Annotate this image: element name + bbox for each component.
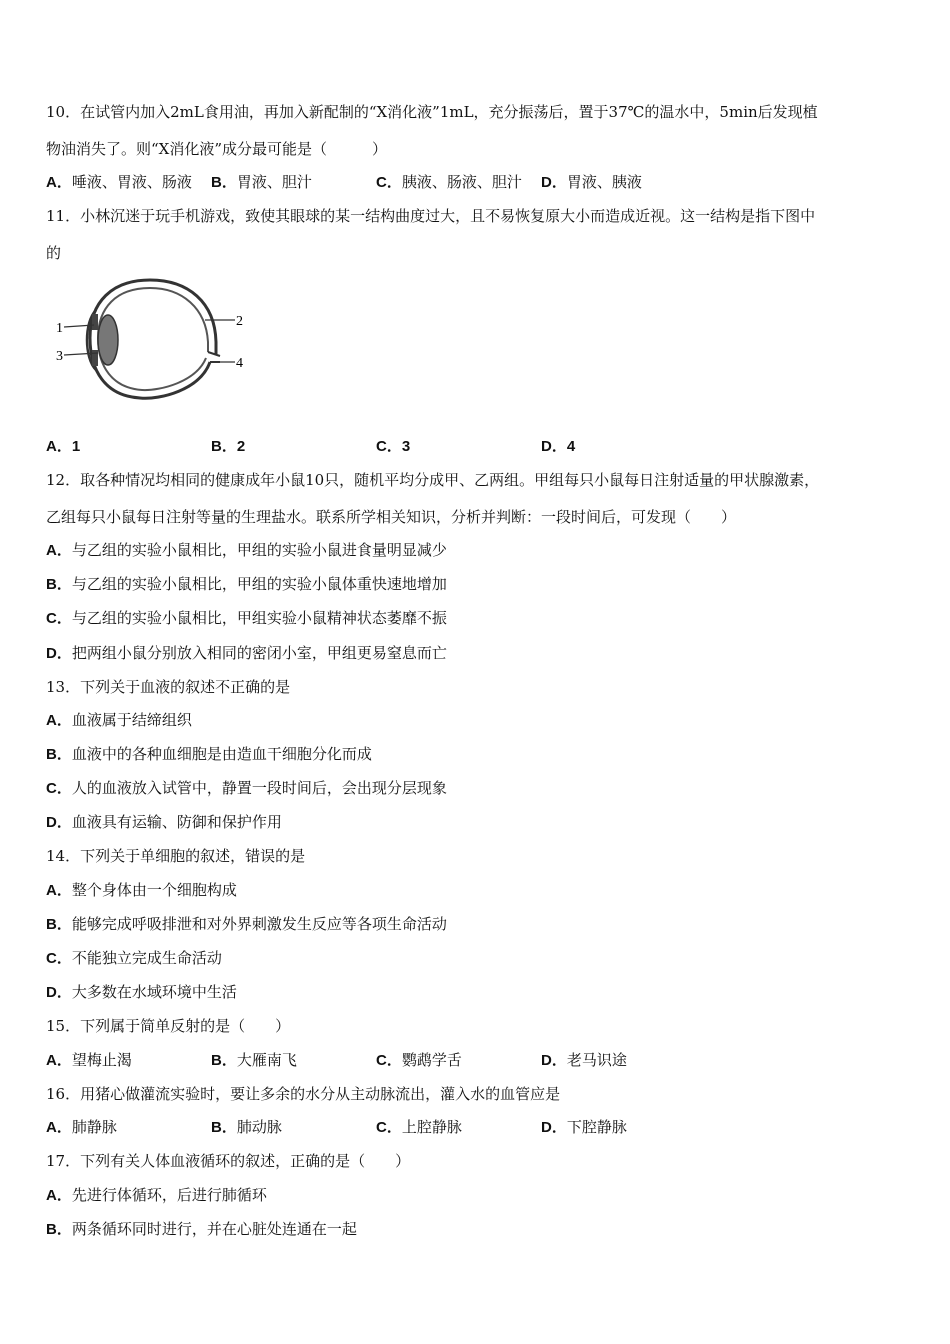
q11-option-d: D．4 [541, 438, 576, 455]
q13-stem: 13．下列关于血液的叙述不正确的是 [46, 678, 291, 696]
iris-lower [92, 350, 98, 366]
q14-option-c: C．不能独立完成生命活动 [46, 949, 222, 967]
q17-option-a: A．先进行体循环，后进行肺循环 [46, 1186, 267, 1204]
q10-option-a: A．唾液、胃液、肠液 [46, 173, 192, 191]
q14-option-b: B．能够完成呼吸排泄和对外界刺激发生反应等各项生命活动 [46, 915, 447, 933]
q16-option-c: C．上腔静脉 [376, 1118, 462, 1136]
q14-option-d: D．大多数在水域环境中生活 [46, 983, 237, 1001]
q10-stem-line1: 10．在试管内加入2mL食用油，再加入新配制的“X消化液”1mL，充分振荡后，置于37℃的温水中，5min后发现植 [46, 103, 818, 121]
eyeball-diagram [50, 270, 260, 405]
q12-option-c: C．与乙组的实验小鼠相比，甲组实验小鼠精神状态萎靡不振 [46, 609, 447, 627]
lens [98, 315, 118, 365]
q15-option-a: A．望梅止渴 [46, 1051, 132, 1069]
q12-option-b: B．与乙组的实验小鼠相比，甲组的实验小鼠体重快速地增加 [46, 575, 447, 593]
label-2: 2 [236, 314, 243, 329]
q15-option-c: C．鹦鹉学舌 [376, 1051, 462, 1069]
q17-option-b: B．两条循环同时进行，并在心脏处连通在一起 [46, 1220, 357, 1238]
q11-option-a: A．1 [46, 438, 81, 455]
q15-stem: 15．下列属于简单反射的是（ ） [46, 1017, 291, 1035]
q10-option-b: B．胃液、胆汁 [211, 173, 312, 191]
q12-stem-line2: 乙组每只小鼠每日注射等量的生理盐水。联系所学相关知识，分析并判断：一段时间后，可发现（ ） [46, 508, 737, 526]
q13-option-b: B．血液中的各种血细胞是由造血干细胞分化而成 [46, 745, 372, 763]
q13-option-c: C．人的血液放入试管中，静置一段时间后，会出现分层现象 [46, 779, 447, 797]
q11-stem-line1: 11．小林沉迷于玩手机游戏，致使其眼球的某一结构曲度过大，且不易恢复原大小而造成近视。这一结构是指下图中 [46, 207, 816, 225]
q11-option-c: C．3 [376, 438, 411, 455]
label-4: 4 [236, 356, 243, 371]
q10-option-d: D．胃液、胰液 [541, 173, 642, 191]
q14-stem: 14．下列关于单细胞的叙述，错误的是 [46, 847, 306, 865]
q12-option-a: A．与乙组的实验小鼠相比，甲组的实验小鼠进食量明显减少 [46, 541, 447, 559]
optic-nerve [208, 352, 220, 362]
q11-option-b: B．2 [211, 438, 246, 455]
q13-option-a: A．血液属于结缔组织 [46, 711, 192, 729]
q12-stem-line1: 12．取各种情况均相同的健康成年小鼠10只，随机平均分成甲、乙两组。甲组每只小鼠每日注射适量的甲状腺激素， [46, 471, 820, 489]
q13-option-d: D．血液具有运输、防御和保护作用 [46, 813, 282, 831]
label-3: 3 [56, 349, 63, 364]
q16-option-d: D．下腔静脉 [541, 1118, 627, 1136]
q14-option-a: A．整个身体由一个细胞构成 [46, 881, 237, 899]
label-1: 1 [56, 321, 63, 336]
q15-option-b: B．大雁南飞 [211, 1051, 297, 1069]
q16-stem: 16．用猪心做灌流实验时，要让多余的水分从主动脉流出，灌入水的血管应是 [46, 1085, 561, 1103]
iris [92, 314, 98, 330]
q16-option-a: A．肺静脉 [46, 1118, 117, 1136]
q12-option-d: D．把两组小鼠分别放入相同的密闭小室，甲组更易窒息而亡 [46, 644, 447, 662]
q16-option-b: B．肺动脉 [211, 1118, 282, 1136]
q15-option-d: D．老马识途 [541, 1051, 627, 1069]
q10-option-c: C．胰液、肠液、胆汁 [376, 173, 522, 191]
q10-stem-line2: 物油消失了。则“X消化液”成分最可能是（ ） [46, 140, 388, 158]
q17-stem: 17．下列有关人体血液循环的叙述，正确的是（ ） [46, 1152, 411, 1170]
q11-stem-line2: 的 [46, 244, 62, 262]
